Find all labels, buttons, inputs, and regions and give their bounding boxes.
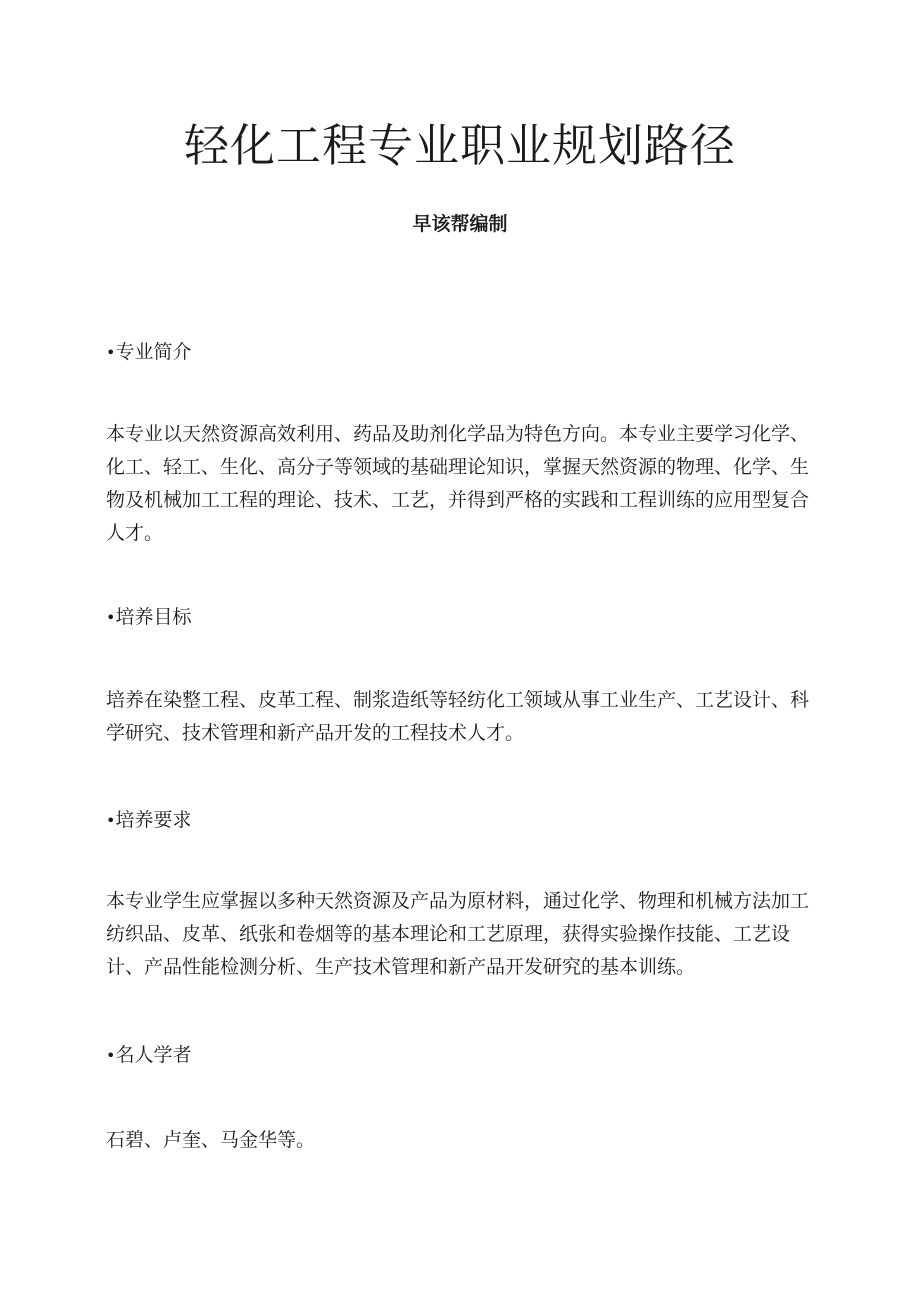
bullet-icon: • xyxy=(106,811,116,830)
section-body-scholars xyxy=(106,1124,826,1157)
bullet-icon: • xyxy=(106,343,116,362)
section-heading-goals xyxy=(106,603,826,632)
page-title: 轻化工程专业职业规划路径 xyxy=(183,119,736,172)
page-subtitle: 早该帮编制 xyxy=(412,213,508,235)
section-paragraph: 石碧、卢奎、马金华等。 xyxy=(106,1129,316,1151)
section-title: 培养目标 xyxy=(115,606,192,628)
bullet-icon: • xyxy=(106,1046,116,1065)
section-heading-intro xyxy=(106,338,826,367)
section-heading-scholars xyxy=(106,1041,826,1070)
section-paragraph: 培养在染整工程、皮革工程、制浆造纸等轻纺化工领域从事工业生产、工艺设计、科学研究、技术管理和新产品开发的工程技术人才。 xyxy=(106,689,810,744)
section-title: 名人学者 xyxy=(115,1044,192,1066)
section-body-goals xyxy=(106,684,826,750)
section-heading-requirements xyxy=(106,806,826,835)
section-body-requirements xyxy=(106,885,826,984)
section-title: 专业简介 xyxy=(115,341,192,363)
bullet-icon: • xyxy=(106,608,116,627)
section-paragraph: 本专业以天然资源高效利用、药品及助剂化学品为特色方向。本专业主要学习化学、化工、轻工、生化、高分子等领域的基础理论知识，掌握天然资源的物理、化学、生物及机械加工工程的理论、技术、工艺，并得到严格的实践和工程训练的应用型复合人才。 xyxy=(106,423,810,544)
section-title: 培养要求 xyxy=(115,809,192,831)
section-paragraph: 本专业学生应掌握以多种天然资源及产品为原材料，通过化学、物理和机械方法加工纺织品、皮革、纸张和卷烟等的基本理论和工艺原理，获得实验操作技能、工艺设计、产品性能检测分析、生产技术管理和新产品开发研究的基本训练。 xyxy=(106,890,810,978)
section-body-intro xyxy=(106,418,826,550)
